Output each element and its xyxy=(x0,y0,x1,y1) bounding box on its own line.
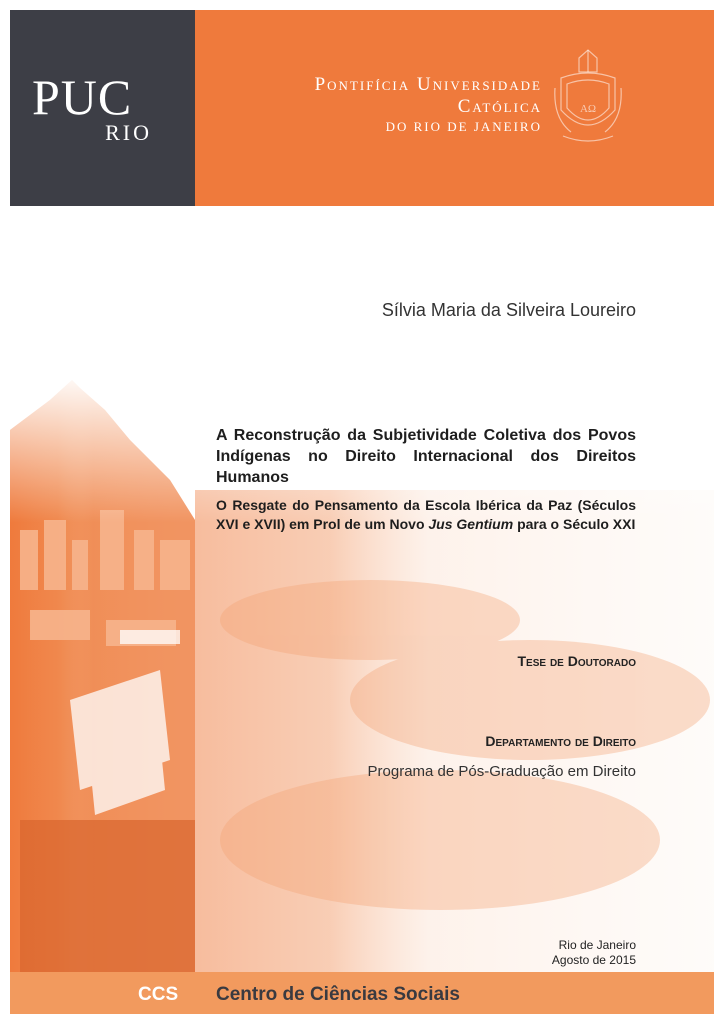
place-and-date xyxy=(552,938,636,968)
footer-band xyxy=(10,972,714,1014)
department: Departamento de Direito xyxy=(485,733,636,749)
thesis-subtitle xyxy=(216,496,636,534)
subtitle-italic-term: Jus Gentium xyxy=(428,516,514,532)
university-name-line2: DO RIO DE JANEIRO xyxy=(385,119,542,134)
university-seal-icon xyxy=(551,48,625,148)
puc-rio-logo xyxy=(32,69,172,145)
university-name-line1: Pontifícia Universidade Católica xyxy=(314,74,542,117)
logo-rio-text: RIO xyxy=(105,120,152,145)
logo-puc-text: PUC xyxy=(32,69,133,125)
author-name: Sílvia Maria da Silveira Loureiro xyxy=(381,300,636,320)
thesis-title: A Reconstrução da Subjetividade Coletiva dos Povos Indígenas no Direito Internacional dos Direitos Humanos xyxy=(216,427,636,486)
svg-text:AΩ: AΩ xyxy=(579,103,597,115)
university-name xyxy=(232,74,542,136)
graduate-program: Programa de Pós-Graduação em Direito xyxy=(367,763,636,780)
subtitle-part-2: para o Século XXI xyxy=(513,516,636,532)
subtitle-part-1: O Resgate do Pensamento da Escola Ibérica da Paz (Séculos XVI e XVII) em Prol de um Novo xyxy=(216,497,636,532)
thesis-type: Tese de Doutorado xyxy=(517,653,636,669)
footer-abbr: CCS xyxy=(138,984,179,1005)
thesis-title-block xyxy=(216,425,636,534)
date: Agosto de 2015 xyxy=(551,953,636,967)
cover-page xyxy=(10,10,714,1014)
footer-center-name: Centro de Ciências Sociais xyxy=(216,984,460,1005)
header-logo-panel xyxy=(10,10,195,206)
place: Rio de Janeiro xyxy=(558,938,636,952)
